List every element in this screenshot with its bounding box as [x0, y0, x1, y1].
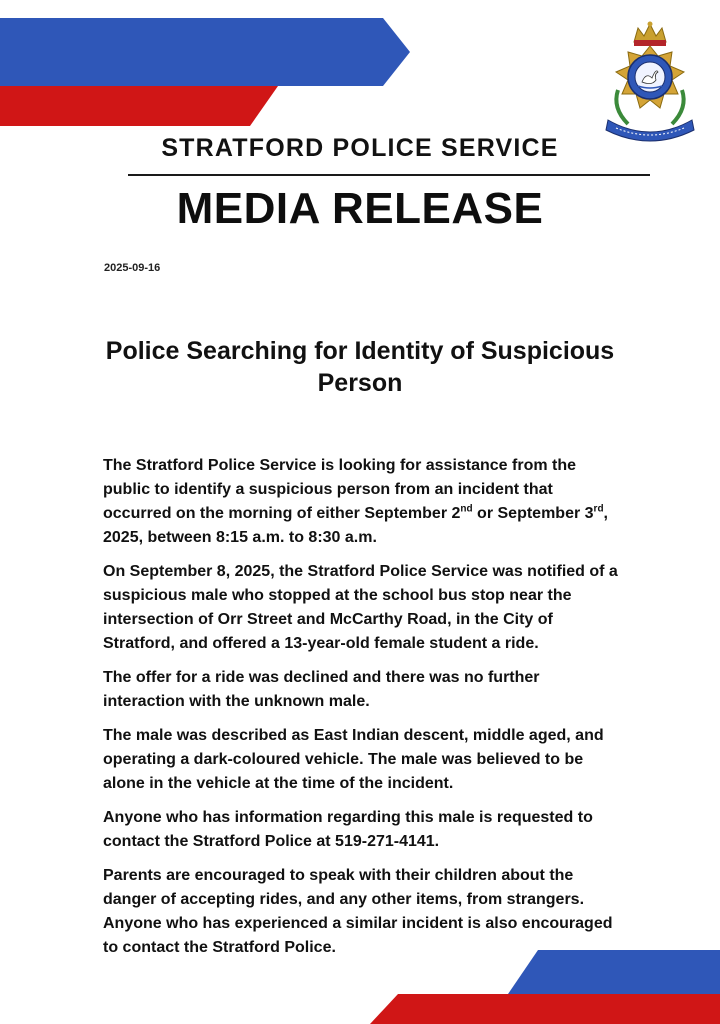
bottom-red-stripe	[370, 994, 720, 1024]
body-paragraph-4: The male was described as East Indian descent, middle aged, and operating a dark-coloured vehicle. The male was believed to be alone in the vehicle at the time of the incident.	[103, 727, 604, 792]
body-paragraph-1	[103, 454, 623, 550]
paragraph-1-superscript-b: rd	[593, 503, 604, 515]
body-paragraph-3: The offer for a ride was declined and there was no further interaction with the unknown male.	[103, 669, 540, 710]
release-headline: Police Searching for Identity of Suspicious Person	[105, 337, 615, 397]
body-paragraph-2: On September 8, 2025, the Stratford Police Service was notified of a suspicious male who stopped at the school bus stop near the intersection of Orr Street and McCarthy Road, in the City of Stratford, and offered a 13-year-old female student a ride.	[103, 563, 618, 652]
top-red-stripe	[0, 86, 278, 126]
paragraph-1-text-a: The Stratford Police Service is looking for assistance from the public to identify a suspicious person from an incident that occurred on the morning of either September 2	[103, 457, 577, 522]
document-type-heading: MEDIA RELEASE	[176, 184, 544, 233]
body-paragraph-5: Anyone who has information regarding this male is requested to contact the Stratford Police at 519-271-4141.	[103, 809, 593, 850]
bottom-blue-stripe	[508, 950, 720, 994]
paragraph-1-text-c: , 2025, between 8:15 a.m. to 8:30 a.m.	[103, 505, 608, 546]
police-crest-icon	[598, 20, 702, 142]
paragraph-1-superscript-a: nd	[460, 503, 473, 515]
release-body	[103, 454, 623, 970]
header-divider	[128, 174, 650, 176]
body-paragraph-6: Parents are encouraged to speak with their children about the danger of accepting rides, and any other items, from strangers. Anyone who has experienced a similar incident is also encouraged to contact the Stratford Police.	[103, 867, 613, 956]
organization-title: STRATFORD POLICE SERVICE	[161, 134, 559, 162]
top-blue-stripe	[0, 18, 410, 86]
paragraph-1-text-b: or September 3	[472, 505, 594, 522]
release-date: 2025-09-16	[104, 262, 161, 274]
